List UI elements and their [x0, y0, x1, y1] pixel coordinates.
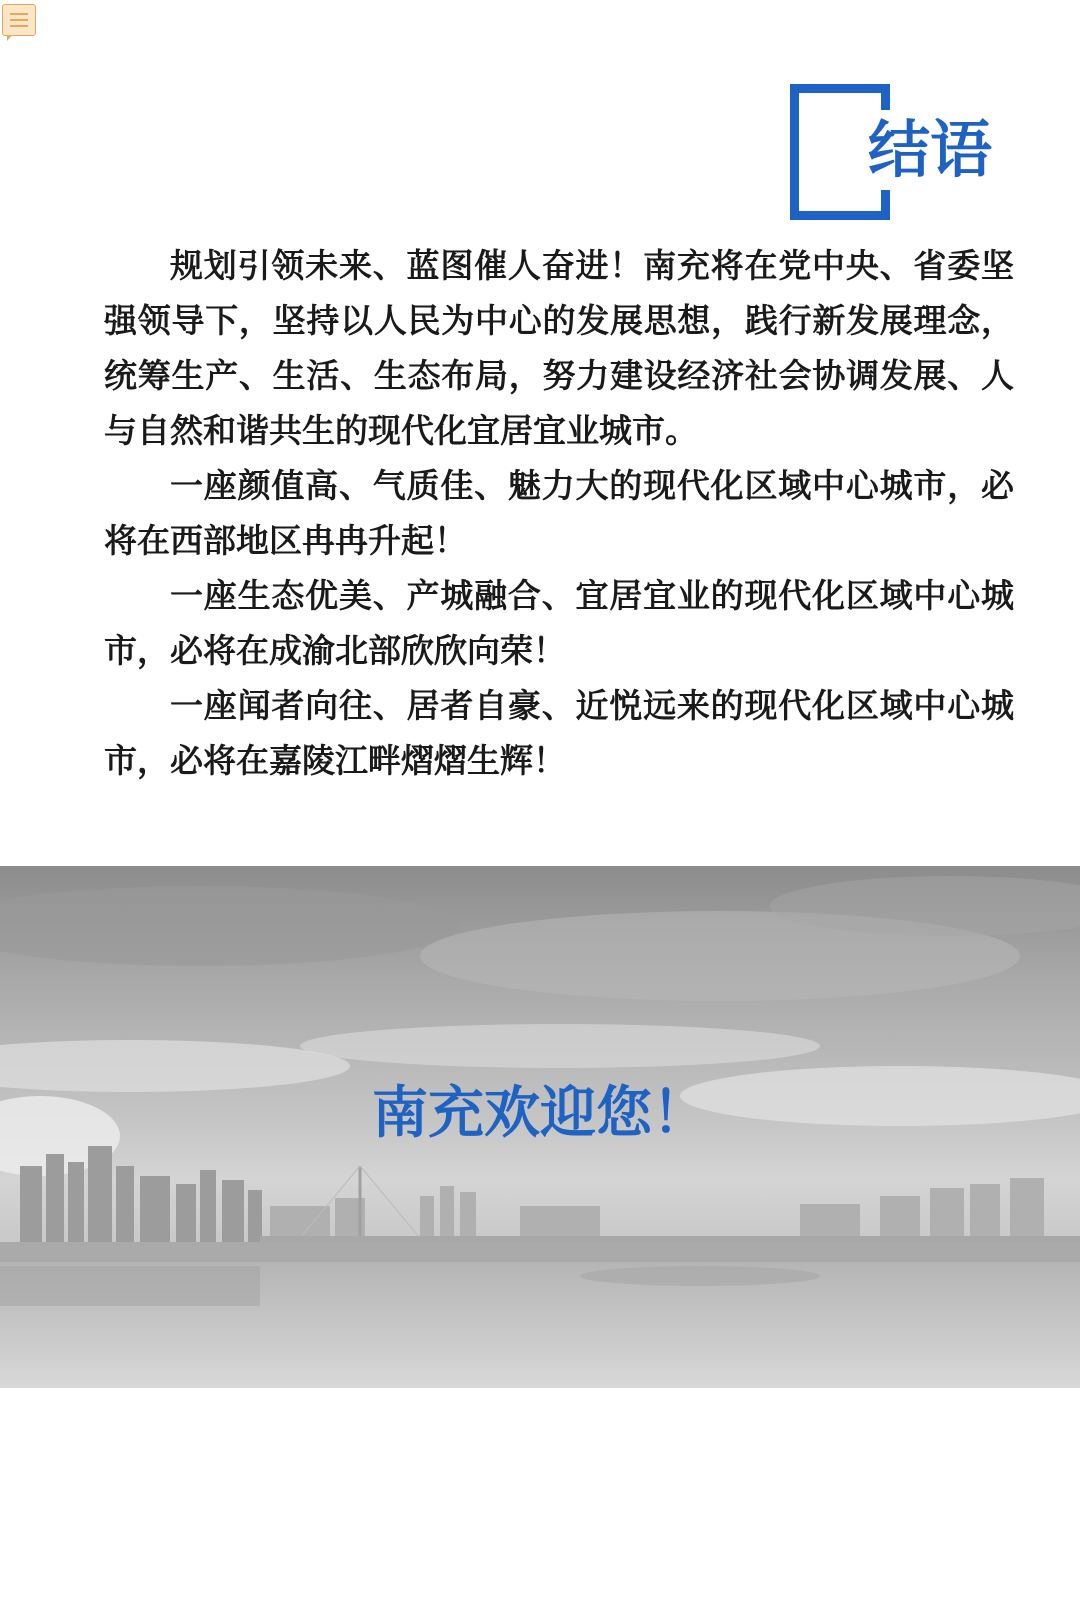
paragraph: 一座颜值高、气质佳、魅力大的现代化区域中心城市，必将在西部地区冉冉升起！: [104, 466, 1014, 560]
paragraph: 规划引领未来、蓝图催人奋进！南充将在党中央、省委坚强领导下，坚持以人民为中心的发展思想，践行新发展理念，统筹生产、生活、生态布局，努力建设经济社会协调发展、人与自然和谐共生的现代化宜居宜业城市。: [104, 246, 1014, 450]
section-title: 结语: [864, 110, 996, 190]
conclusion-text: [104, 238, 1014, 788]
paragraph: 一座闻者向往、居者自豪、近悦远来的现代化区域中心城市，必将在嘉陵江畔熠熠生辉！: [104, 686, 1014, 780]
city-skyline-banner: [0, 866, 1080, 1388]
note-icon[interactable]: [2, 4, 36, 36]
paragraph: 一座生态优美、产城融合、宜居宜业的现代化区域中心城市，必将在成渝北部欣欣向荣！: [104, 576, 1014, 670]
welcome-text: 南充欢迎您！: [372, 1080, 708, 1146]
section-heading: [790, 84, 1008, 222]
